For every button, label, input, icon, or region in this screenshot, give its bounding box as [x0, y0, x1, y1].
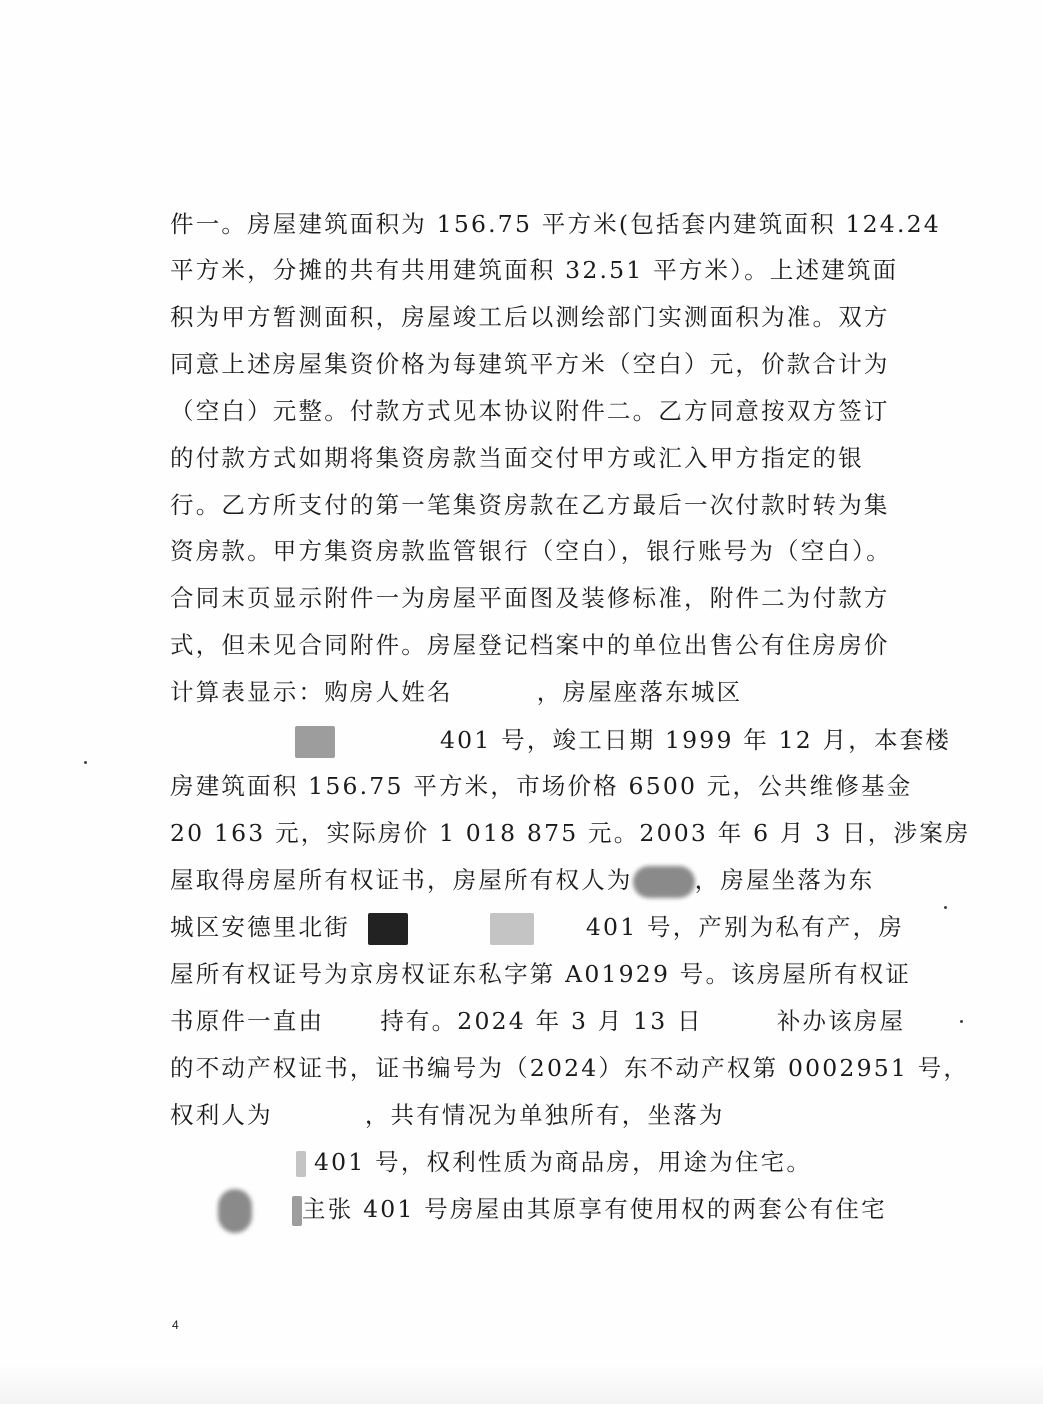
text-segment: 补办该房屋: [776, 1007, 906, 1035]
text-line-17: 屋所有权证号为京房权证东私字第 A01929 号。该房屋所有权证: [170, 960, 912, 988]
text-line-12: [170, 717, 952, 763]
text-segment: 权利人为: [170, 1101, 273, 1129]
text-line-8: 资房款。甲方集资房款监管银行（空白），银行账号为（空白）。: [170, 537, 892, 565]
text-line-22: [170, 1186, 910, 1232]
redaction-block: [295, 726, 335, 758]
text-line-10: 式，但未见合同附件。房屋登记档案中的单位出售公有住房房价: [170, 631, 890, 659]
text-line-18: [170, 998, 910, 1044]
scan-speck: [944, 906, 947, 909]
text-segment: 计算表显示：购房人姓名: [170, 678, 453, 706]
text-line-14: 20 163 元，实际房价 1 018 875 元。2003 年 6 月 3 日，涉案房: [170, 819, 971, 847]
redaction-block: [633, 866, 695, 898]
redaction-block: [218, 1189, 252, 1233]
text-line-21: [170, 1139, 910, 1185]
redaction-block: [368, 913, 408, 945]
text-line-20: [170, 1092, 910, 1138]
scan-speck: [960, 1020, 963, 1023]
text-line-6: 的付款方式如期将集资房款当面交付甲方或汇入甲方指定的银: [170, 444, 864, 472]
redaction-block: [296, 1151, 306, 1177]
text-segment: 401 号，权利性质为商品房，用途为住宅。: [314, 1148, 813, 1176]
text-line-1: 件一。房屋建筑面积为 156.75 平方米(包括套内建筑面积 124.24: [170, 210, 941, 238]
text-line-2: 平方米，分摊的共有共用建筑面积 32.51 平方米）。上述建筑面: [170, 256, 899, 284]
redaction-block: [292, 1196, 302, 1226]
text-segment: 屋取得房屋所有权证书，房屋所有权人为: [170, 866, 633, 894]
text-segment: 城区安德里北街: [170, 913, 350, 941]
redaction-block: [490, 913, 534, 945]
text-segment: 书原件一直由: [170, 1007, 325, 1035]
text-line-16: [170, 904, 910, 950]
text-segment: 401 号，产别为私有产，房: [585, 913, 905, 941]
text-line-19: 的不动产权证书，证书编号为（2024）东不动产权第 0002951 号，: [170, 1054, 970, 1082]
page-number: 4: [172, 1318, 179, 1332]
text-segment: ，房屋坐落为东: [694, 866, 875, 894]
scan-speck: [84, 761, 87, 764]
text-line-4: 同意上述房屋集资价格为每建筑平方米（空白）元，价款合计为: [170, 350, 890, 378]
text-line-13: 房建筑面积 156.75 平方米，市场价格 6500 元，公共维修基金: [170, 772, 913, 800]
text-segment: ，共有情况为单独所有，坐落为: [364, 1101, 725, 1129]
text-line-5: （空白）元整。付款方式见本协议附件二。乙方同意按双方签订: [170, 397, 890, 425]
text-line-11: [170, 669, 910, 715]
text-segment: ，房屋座落东城区: [536, 678, 743, 706]
text-line-15: [170, 857, 910, 903]
text-segment: 主张 401 号房屋由其原享有使用权的两套公有住宅: [302, 1195, 887, 1223]
text-line-3: 积为甲方暂测面积，房屋竣工后以测绘部门实测面积为准。双方: [170, 303, 890, 331]
text-segment: 持有。2024 年 3 月 13 日: [380, 1007, 703, 1035]
page-bottom-shadow: [0, 1364, 1043, 1404]
text-line-7: 行。乙方所支付的第一笔集资房款在乙方最后一次付款时转为集: [170, 491, 890, 519]
text-segment: 401 号，竣工日期 1999 年 12 月，本套楼: [440, 726, 952, 754]
text-line-9: 合同末页显示附件一为房屋平面图及装修标准，附件二为付款方: [170, 584, 890, 612]
